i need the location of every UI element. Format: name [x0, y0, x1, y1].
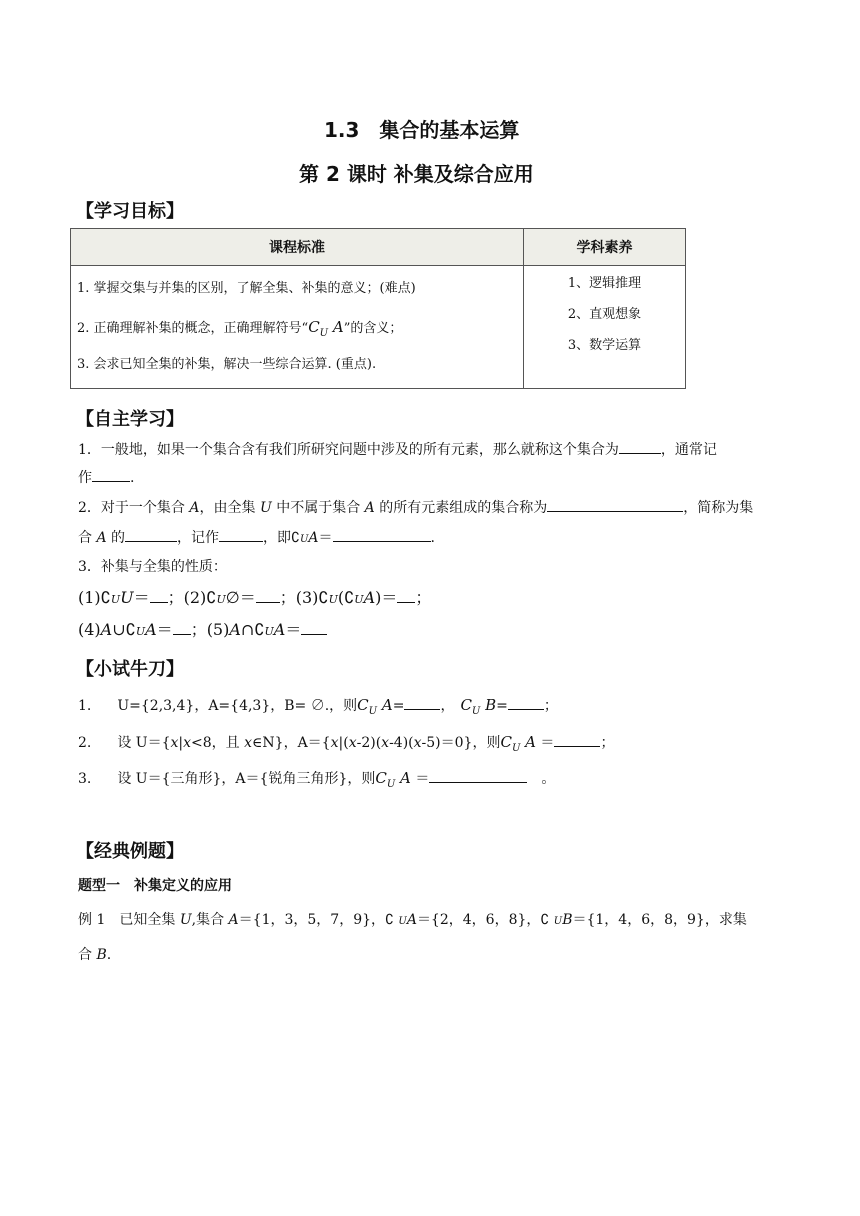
answer-blank[interactable]	[429, 768, 527, 783]
question-2-line-1: 2．对于一个集合 A，由全集 U 中不属于集合 A 的所有元素组成的集合称为 ，简称为集	[78, 497, 753, 518]
answer-blank[interactable]	[219, 527, 263, 542]
practice-item-2: 2. 设 U＝{x|x<8，且 x∈N}，A＝{x|(x-2)(x-4)(x-5)＝0}，则$C_U$ A ＝ ；	[78, 733, 615, 754]
standards-cell	[71, 266, 524, 389]
answer-blank[interactable]	[125, 527, 177, 542]
question-3: 3．补集与全集的性质：	[78, 559, 227, 575]
complement-symbol: $C_U$ A	[308, 318, 344, 339]
answer-blank[interactable]	[92, 467, 130, 482]
examples-heading: 【经典例题】	[76, 841, 184, 862]
answer-blank[interactable]	[547, 497, 683, 512]
standard-item-1: 1. 掌握交集与并集的区别，了解全集、补集的意义；(难点)	[77, 281, 416, 296]
literacy-cell	[524, 266, 686, 389]
question-1-line-2: 作 .	[78, 467, 134, 488]
answer-blank[interactable]	[256, 588, 280, 603]
standard-item-2: 2. 正确理解补集的概念，正确理解符号“$C_U$ A”的含义；	[77, 318, 403, 339]
goals-table	[70, 228, 686, 389]
practice-item-1: 1. U={2,3,4}，A={4,3}，B= ∅.，则$C_U$ A= ， $C_U$ B= ；	[78, 696, 558, 717]
answer-blank[interactable]	[397, 588, 415, 603]
section-title: 1.3 集合的基本运算	[324, 118, 520, 142]
answer-blank[interactable]	[619, 439, 661, 454]
answer-blank[interactable]	[554, 732, 600, 747]
question-1-line-1: 1．一般地，如果一个集合含有我们所研究问题中涉及的所有元素，那么就称这个集合为 ，通常记	[78, 439, 717, 460]
answer-blank[interactable]	[404, 695, 440, 710]
type-heading: 题型一 补集定义的应用	[78, 878, 232, 894]
self-study-heading: 【自主学习】	[76, 409, 184, 430]
answer-blank[interactable]	[150, 588, 168, 603]
example-1-line-2: 合 B.	[78, 947, 112, 963]
course-standard-header: 课程标准	[71, 229, 524, 266]
goals-heading: 【学习目标】	[76, 201, 184, 222]
answer-blank[interactable]	[508, 695, 544, 710]
answer-blank[interactable]	[333, 527, 431, 542]
lesson-title: 第 2 课时 补集及综合应用	[299, 162, 534, 186]
literacy-item-1: 1、逻辑推理	[567, 276, 642, 291]
standard-item-3: 3. 会求已知全集的补集，解决一些综合运算. (重点).	[77, 357, 377, 372]
property-line-1: (1)∁UU＝ ；(2)∁U∅＝ ；(3)∁U(∁UA)＝ ；	[78, 588, 432, 607]
subject-literacy-header: 学科素养	[524, 229, 686, 266]
literacy-item-3: 3、数学运算	[567, 338, 642, 353]
answer-blank[interactable]	[173, 620, 191, 635]
property-line-2: (4)A∪∁UA＝ ；(5)A∩∁UA＝	[78, 620, 327, 642]
example-1-line-1: 例 1 已知全集 U,集合 A＝{1，3，5，7，9}，∁ UA＝{2，4，6，8}，∁ UB＝{1，4，6，8，9}，求集	[78, 912, 747, 928]
practice-heading: 【小试牛刀】	[76, 659, 184, 680]
practice-item-3: 3. 设 U＝{三角形}，A＝{锐角三角形}，则$C_U$ A ＝ 。	[78, 769, 556, 790]
literacy-item-2: 2、直观想象	[567, 307, 642, 322]
answer-blank[interactable]	[301, 620, 327, 635]
question-2-line-2: 合 A 的 ，记作 ，即∁UA＝ .	[78, 527, 435, 550]
